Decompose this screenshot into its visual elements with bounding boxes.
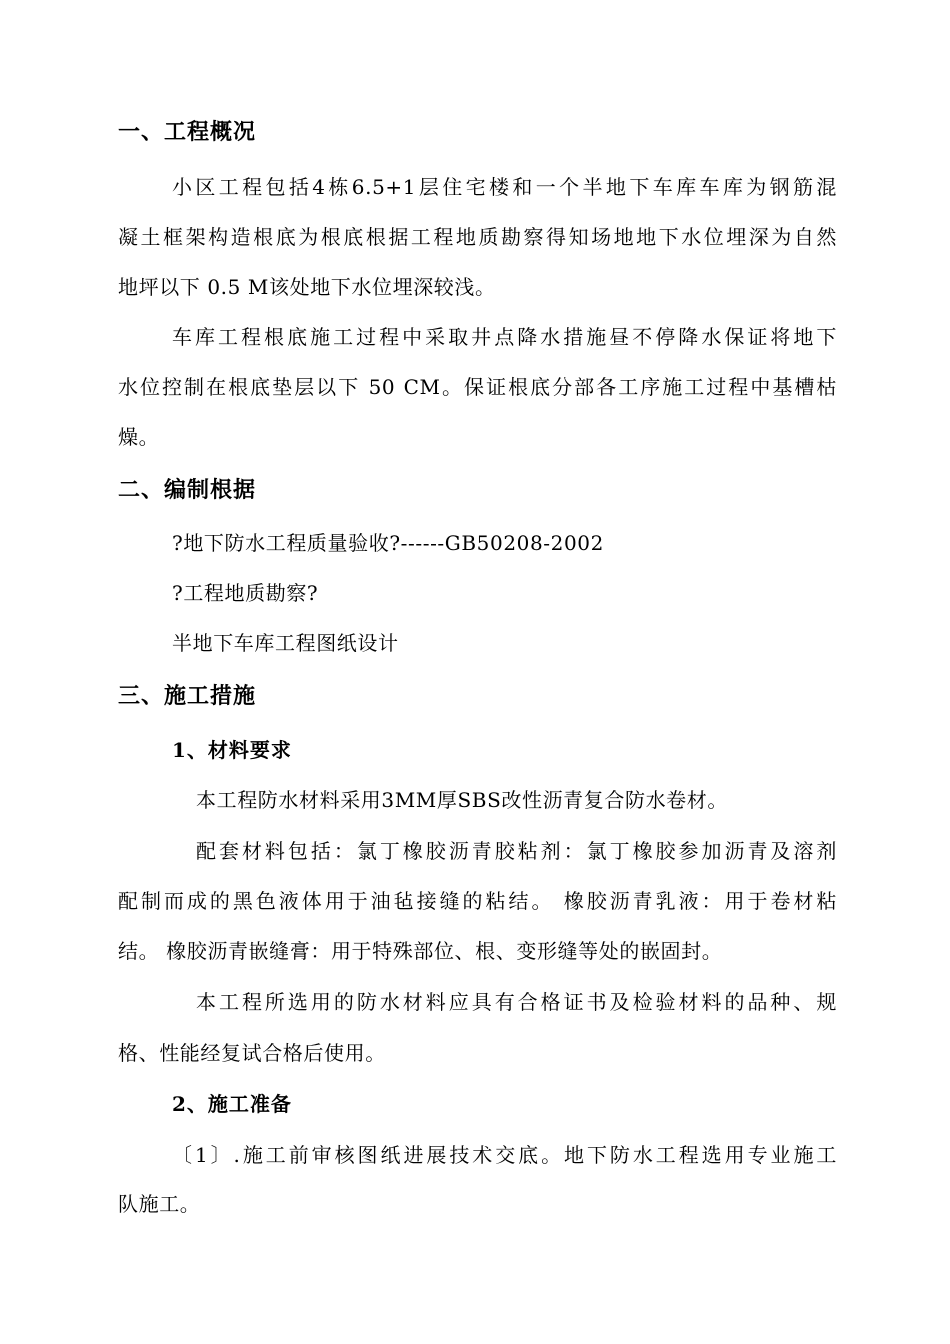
subsection-heading-1: 1、材料要求 bbox=[172, 738, 292, 762]
paragraph-line: 结。 橡胶沥青嵌缝膏：用于特殊部位、根、变形缝等处的嵌固封。 bbox=[118, 939, 723, 963]
paragraph-line: 地坪以下 0.5 M该处地下水位埋深较浅。 bbox=[118, 275, 496, 299]
paragraph-line: 水位控制在根底垫层以下 50 CM。保证根底分部各工序施工过程中基槽枯 bbox=[118, 375, 837, 399]
paragraph-line: 格、性能经复试合格后使用。 bbox=[118, 1041, 386, 1065]
paragraph-line: 〔1〕.施工前审核图纸进展技术交底。地下防水工程选用专业施工 bbox=[172, 1143, 837, 1167]
paragraph-line: 小区工程包括4栋6.5+1层住宅楼和一个半地下车库车库为钢筋混 bbox=[172, 175, 837, 199]
paragraph-line: 配套材料包括：氯丁橡胶沥青胶粘剂：氯丁橡胶参加沥青及溶剂 bbox=[196, 839, 837, 863]
reference-item: 半地下车库工程图纸设计 bbox=[172, 631, 399, 655]
paragraph-line: 本工程所选用的防水材料应具有合格证书及检验材料的品种、规 bbox=[196, 990, 837, 1014]
paragraph-line: 车库工程根底施工过程中采取井点降水措施昼不停降水保证将地下 bbox=[172, 325, 837, 349]
section-heading-3: 三、施工措施 bbox=[118, 683, 257, 709]
paragraph-line: 配制而成的黑色液体用于油毡接缝的粘结。 橡胶沥青乳液：用于卷材粘 bbox=[118, 889, 837, 913]
section-heading-2: 二、编制根据 bbox=[118, 477, 257, 503]
reference-item: ?工程地质勘察? bbox=[172, 581, 319, 605]
paragraph-line: 燥。 bbox=[118, 425, 160, 449]
paragraph-line: 队施工。 bbox=[118, 1192, 201, 1216]
paragraph-line: 凝土框架构造根底为根底根据工程地质勘察得知场地地下水位埋深为自然 bbox=[118, 225, 837, 249]
section-heading-1: 一、工程概况 bbox=[118, 119, 257, 145]
paragraph-line: 本工程防水材料采用3MM厚SBS改性沥青复合防水卷材。 bbox=[196, 788, 728, 812]
subsection-heading-2: 2、施工准备 bbox=[172, 1092, 292, 1116]
reference-item: ?地下防水工程质量验收?------GB50208-2002 bbox=[172, 531, 604, 555]
